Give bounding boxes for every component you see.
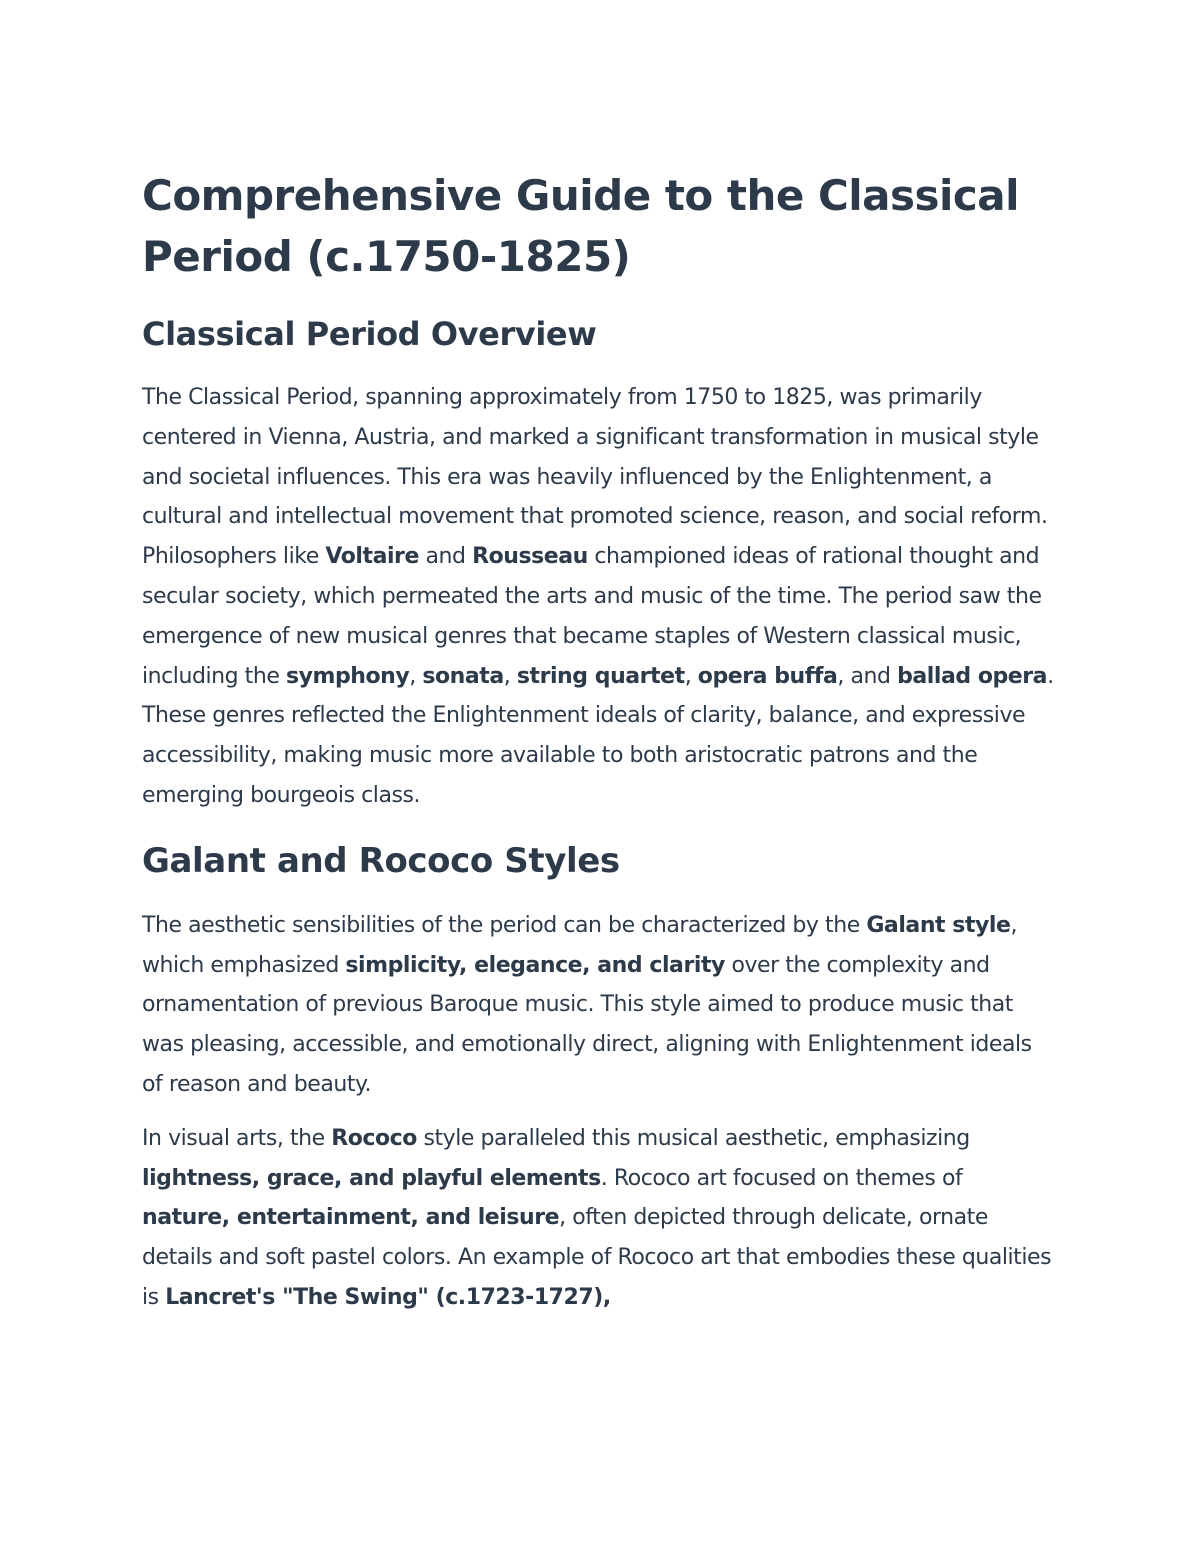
document-page <box>142 165 1054 1318</box>
text-run: over the complexity and ornamentation of previous Baroque music. This style aimed to produce music that was pleasing, accessible, and emotionally direct, aligning with Enlightenment ideals of reason and beauty. <box>142 952 1032 1097</box>
text-run: The Classical Period, spanning approximately from 1750 to 1825, was primarily centered in Vienna, Austria, and marked a significant transformation in musical style and societal influences. This era was heavily influenced by the Enlightenment, a cultural and intellectual movement that promoted science, reason, and social reform. Philosophers like <box>142 385 1048 570</box>
text-run: , often depicted through delicate, ornate details and soft pastel colors. An example of Rococo art that embodies these qualities is <box>142 1205 1052 1310</box>
paragraph-galant <box>142 906 1054 1105</box>
text-run: The aesthetic sensibilities of the period can be characterized by the <box>142 912 867 938</box>
text-run: , <box>503 663 517 689</box>
section-heading-overview: Classical Period Overview <box>142 315 597 353</box>
bold-text-run: nature, entertainment, and leisure <box>142 1205 560 1231</box>
text-run: and <box>418 544 473 570</box>
bold-text-run: symphony <box>285 663 410 689</box>
text-run: , <box>684 663 698 689</box>
paragraph-rococo <box>142 1119 1054 1318</box>
bold-text-run: simplicity, elegance, and clarity <box>345 952 725 978</box>
bold-text-run: Lancret's "The Swing" (c.1723-1727), <box>165 1284 611 1310</box>
bold-text-run: sonata <box>422 663 504 689</box>
text-run: style paralleled this musical aesthetic, emphasizing <box>416 1125 970 1151</box>
text-run: . These genres reflected the Enlightenment ideals of clarity, balance, and expressive accessibility, making music more available to both aristocratic patrons and the emerging bourgeois class. <box>142 663 1054 808</box>
text-run: , which emphasized <box>142 912 1018 978</box>
text-run: , and <box>837 663 898 689</box>
bold-text-run: lightness, grace, and playful elements <box>142 1165 601 1191</box>
bold-text-run: Galant style <box>866 912 1011 938</box>
text-run: . Rococo art focused on themes of <box>600 1165 963 1191</box>
bold-text-run: opera buffa <box>697 663 838 689</box>
bold-text-run: Rousseau <box>472 544 588 570</box>
text-run: In visual arts, the <box>142 1125 332 1151</box>
text-run: championed ideas of rational thought and secular society, which permeated the arts and music of the time. The period saw the emergence of new musical genres that became staples of Western classical music, including the <box>142 544 1042 689</box>
text-run: , <box>409 663 423 689</box>
bold-text-run: ballad opera <box>897 663 1048 689</box>
bold-text-run: Voltaire <box>325 544 419 570</box>
bold-text-run: Rococo <box>331 1125 417 1151</box>
page-title: Comprehensive Guide to the Classical Period (c.1750-1825) <box>142 171 1020 281</box>
paragraph-overview <box>142 378 1054 816</box>
section-heading-galant-rococo: Galant and Rococo Styles <box>142 840 620 881</box>
bold-text-run: string quartet <box>516 663 685 689</box>
